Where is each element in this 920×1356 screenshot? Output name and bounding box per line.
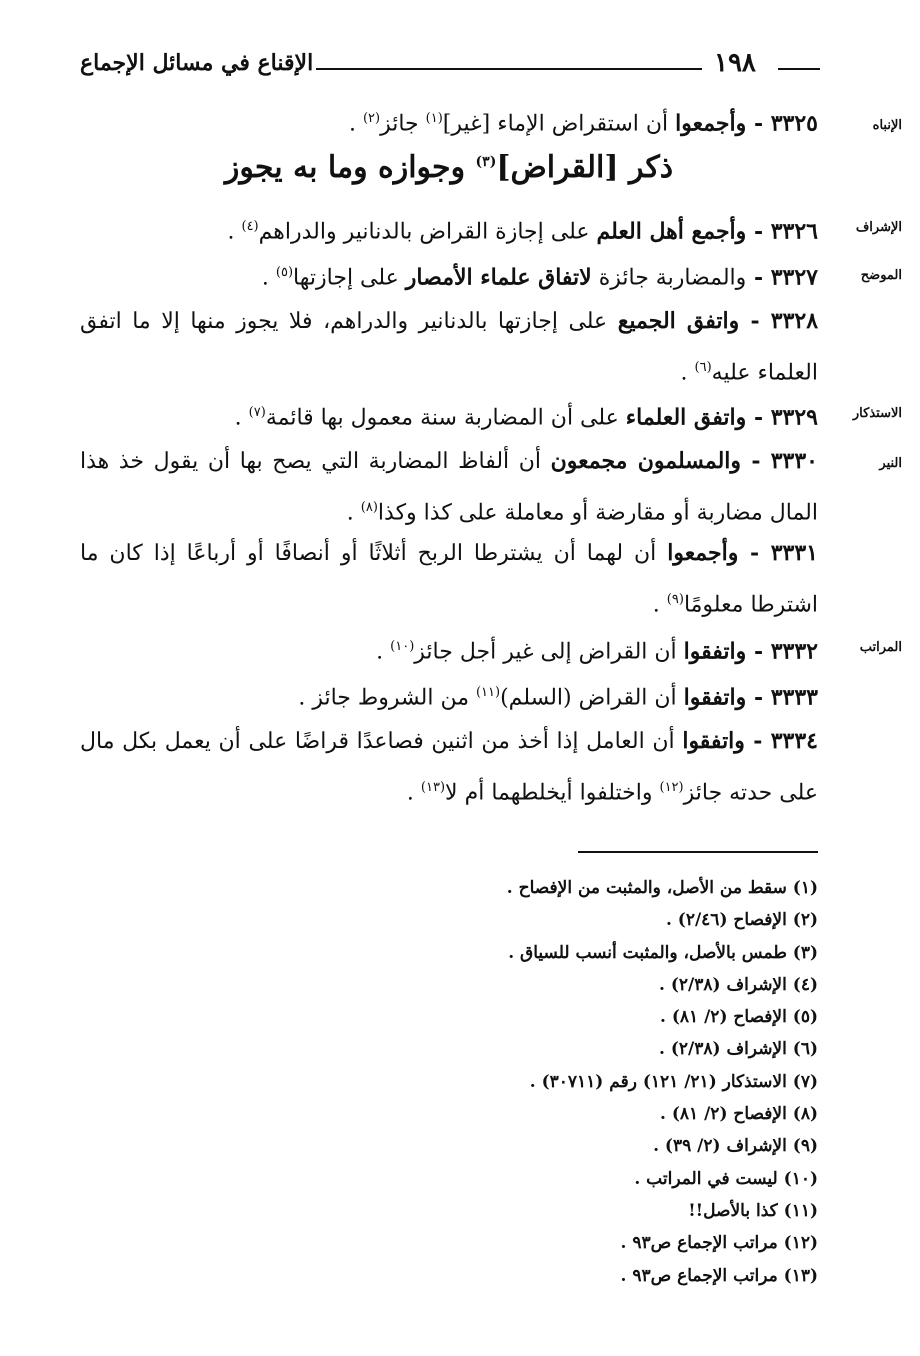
header-rule [316,68,702,70]
entry-text: أن ألفاظ المضاربة التي يصح بها أن يقول خذ هذا المال مضاربة أو مقارضة أو معاملة على كذا وكذا [80,449,818,526]
footnote-ref: (٣) [475,154,497,170]
entry-keyword: وأجمعوا [675,110,747,137]
entry-number: ٣٣٣١ - [738,540,818,566]
footnote-ref: (١٣) [420,780,446,795]
source-label: الإنباه [872,118,902,133]
entry-3329 [80,390,818,441]
entry-end: . [406,780,421,806]
entry-keyword: واتفقوا [682,728,745,754]
footnote-ref: (٥) [275,265,294,280]
entry-text: أن القراض إلى غير أجل جائز [414,639,684,665]
entry-keyword: واتفق الجميع [617,308,740,334]
source-label: الموضح [860,268,902,283]
footnote-ref: (٨) [360,500,378,515]
entry-text: أن استقراض الإماء [غير] [442,111,676,137]
entry-3334 [80,718,818,816]
entry-number: ٣٣٢٧ - [746,264,818,291]
entry-end: . [234,405,249,431]
entry-3327 [80,250,818,301]
entry-end: . [346,500,361,526]
footnote: (٢) الإفصاح (٢/٤٦) . [665,910,818,931]
entry-text: من الشروط جائز [312,685,476,711]
entry-text: واختلفوا أيخلطهما أم لا [445,780,660,806]
footnote-ref: (١٢) [659,780,684,795]
footnote: (٦) الإشراف (٢/٣٨) . [659,1039,818,1060]
entry-keyword: والمسلمون مجمعون [550,448,742,474]
entry-number: ٣٣٢٨ - [739,308,819,334]
entry-end: . [348,111,363,137]
footnote: (٣) طمس بالأصل، والمثبت أنسب للسياق . [508,942,818,963]
footnotes [300,872,818,1292]
entry-text: على إجازة القراض بالدنانير والدراهم [258,219,597,245]
source-label: الإشراف [855,220,902,235]
source-label: المراتب [859,640,902,655]
entry-keyword: واتفقوا [683,638,747,665]
section-heading [80,150,818,185]
entry-text: والمضاربة جائزة [591,265,747,291]
entry-number: ٣٣٣٣ - [746,684,818,711]
footnote: (٥) الإفصاح (٢/ ٨١) . [660,1007,818,1028]
footnote-ref: (١) [425,111,443,126]
footnote-ref: (٦) [694,360,712,375]
entry-keyword: وأجمعوا [667,540,739,566]
entry-end: . [652,592,667,618]
entry-keyword: واتفقوا [683,684,747,711]
entry-3332 [80,624,818,675]
entry-text: على إجازتها بالدنانير والدراهم، فلا يجوز منها إلا ما اتفق العلماء عليه [80,309,818,386]
entry-keyword: لاتفاق علماء الأمصار [405,264,592,291]
page-header [80,44,820,94]
entry-text: أن لهما أن يشترطا الربح أثلاثًا أو أنصافًا أو أرباعًا إذا كان ما اشترطا معلومًا [80,541,818,618]
footnote: (١٠) ليست في المراتب . [634,1168,818,1189]
entry-3331 [80,530,818,628]
entry-text: أن القراض (السلم) [500,685,684,711]
footnote: (١) سقط من الأصل، والمثبت من الإفصاح . [506,878,818,898]
page-number: ١٩٨ [714,48,756,78]
entry-end: . [680,360,695,386]
entry-number: ٣٣٣٤ - [744,728,818,754]
entry-end: . [376,639,391,665]
footnote: (٨) الإفصاح (٢/ ٨١) . [660,1104,818,1125]
footnote-ref: (١٠) [390,639,415,654]
entry-text: على أن المضاربة سنة معمول بها قائمة [265,405,626,431]
footnote: (١٣) مراتب الإجماع ص٩٣ . [620,1265,818,1286]
entry-3330 [80,438,818,536]
entry-3325 [80,96,818,147]
footnote-ref: (١١) [475,685,501,700]
entry-end: . [298,685,313,711]
entry-number: ٣٣٣٢ - [746,638,818,665]
entry-end: . [227,219,242,245]
entry-3333 [80,670,818,721]
source-label: الاستذكار [852,406,902,421]
footnote: (٤) الإشراف (٢/٣٨) . [659,974,818,995]
entry-number: ٣٣٢٦ - [746,218,818,245]
entry-number: ٣٣٢٥ - [746,110,818,137]
entry-keyword: واتفق العلماء [625,404,747,431]
entry-text: جائز [380,111,426,137]
entry-end: . [261,265,276,291]
footnote-ref: (٩) [666,592,684,607]
footnote-rule [578,851,818,853]
entry-number: ٣٣٣٠ - [741,448,818,474]
entry-text: أن العامل إذا أخذ من اثنين فصاعدًا قراضًا على أن يعمل بكل مال على حدته جائز [80,729,818,806]
footnote: (٩) الإشراف (٢/ ٣٩) . [653,1136,818,1157]
section-heading-rest: وجوازه وما به يجوز [224,150,476,185]
header-rule-right [778,68,820,70]
footnote-ref: (٢) [362,111,381,126]
book-title: الإقناع في مسائل الإجماع [80,50,314,76]
entry-3326 [80,204,818,255]
entry-number: ٣٣٢٩ - [746,404,818,431]
footnote-ref: (٧) [248,405,266,420]
source-label: النير [879,456,902,471]
section-heading-text: ذكر [القراض] [496,150,674,185]
footnote: (١٢) مراتب الإجماع ص٩٣ . [620,1233,818,1254]
footnote-ref: (٤) [241,219,259,234]
footnote: (٧) الاستذكار (٢١/ ١٢١) رقم (٣٠٧١١) . [529,1071,818,1092]
entry-3328 [80,298,818,396]
entry-keyword: وأجمع أهل العلم [596,218,747,245]
entry-text: على إجازتها [293,265,406,291]
footnote: (١١) كذا بالأصل!! [688,1200,818,1221]
